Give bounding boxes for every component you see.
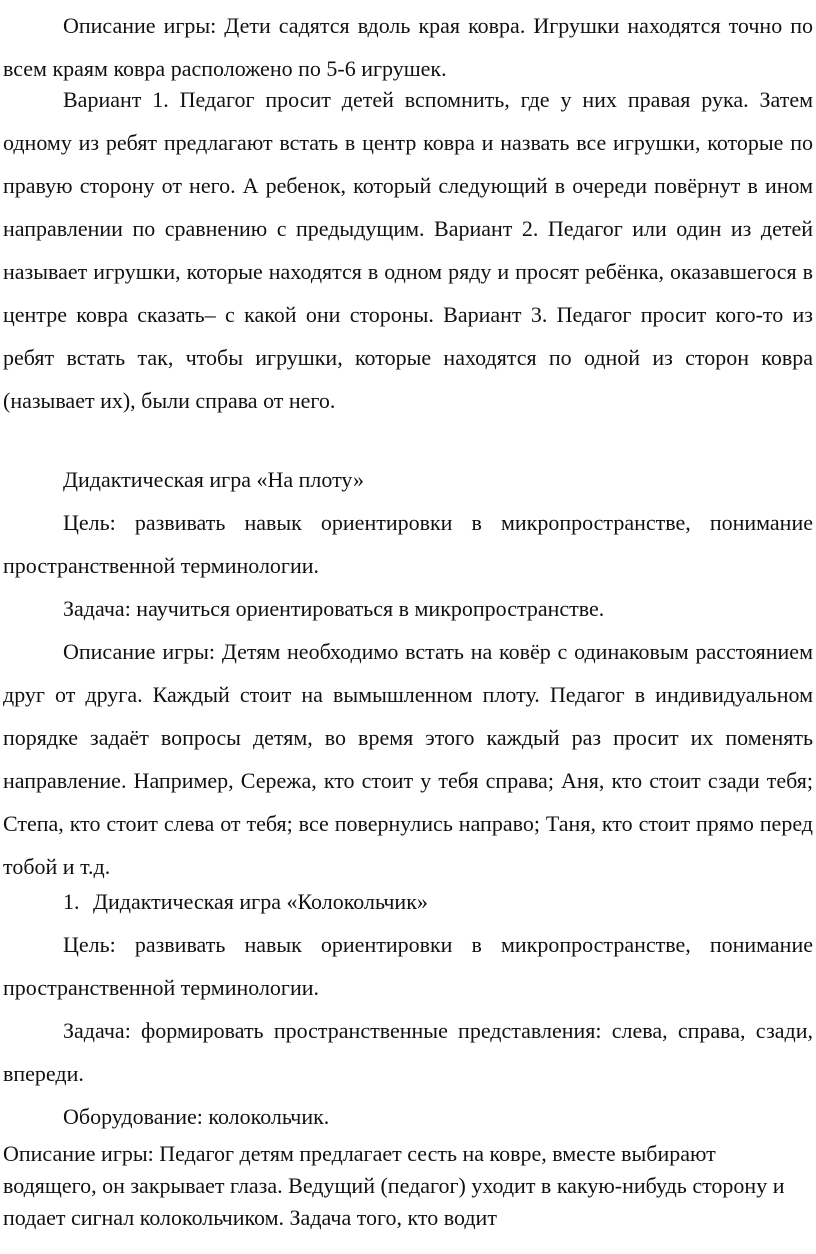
- list-item-bell-game: [63, 880, 803, 923]
- paragraph-variants: Вариант 1. Педагог просит детей вспомнить, где у них правая рука. Затем одному из ребят предлагают встать в центр ковра и назвать все игрушки, которые по правую сторону от него. А ребенок, который следующий в очереди повёрнут в ином направлении по сравнению с предыдущим. Вариант 2. Педагог или один из детей называет игрушки, которые находятся в одном ряду и просят ребёнка, оказавшегося в центре ковра сказать– с какой они стороны. Вариант 3. Педагог просит кого-то из ребят встать так, чтобы игрушки, которые находятся по одной из сторон ковра (называет их), были справа от него.: [3, 87, 813, 413]
- paragraph-equipment: Оборудование: колокольчик.: [63, 1104, 330, 1129]
- paragraph-goal-2: Цель: развивать навык ориентировки в микропространстве, понимание пространственной терминологии.: [3, 932, 813, 1000]
- heading-game-raft: Дидактическая игра «На плоту»: [63, 467, 364, 492]
- paragraph-goal-1: Цель: развивать навык ориентировки в микропространстве, понимание пространственной терминологии.: [3, 510, 813, 578]
- paragraph-game-description-1: Описание игры: Дети садятся вдоль края ковра. Игрушки находятся точно по всем краям ковра расположено по 5-6 игрушек.: [3, 13, 813, 81]
- paragraph-task-1: Задача: научиться ориентироваться в микропространстве.: [63, 596, 605, 621]
- list-number: 1.: [63, 889, 80, 914]
- paragraph-game-description-2: Описание игры: Детям необходимо встать на ковёр с одинаковым расстоянием друг от друга. Каждый стоит на вымышленном плоту. Педагог в индивидуальном порядке задаёт вопросы детям, во время этого каждый раз просит их поменять направление. Например, Сережа, кто стоит у тебя справа; Аня, кто стоит сзади тебя; Степа, кто стоит слева от тебя; все повернулись направо; Таня, кто стоит прямо перед тобой и т.д.: [3, 639, 813, 879]
- paragraph-game-description-3: Описание игры: Педагог детям предлагает сесть на ковре, вместе выбирают водящего, он закрывает глаза. Ведущий (педагог) уходит в какую-нибудь сторону и подает сигнал колокольчиком. Задача того, кто водит: [3, 1141, 785, 1230]
- paragraph-task-2: Задача: формировать пространственные представления: слева, справа, сзади, впереди.: [3, 1018, 813, 1086]
- heading-game-bell: Дидактическая игра «Колокольчик»: [93, 889, 428, 914]
